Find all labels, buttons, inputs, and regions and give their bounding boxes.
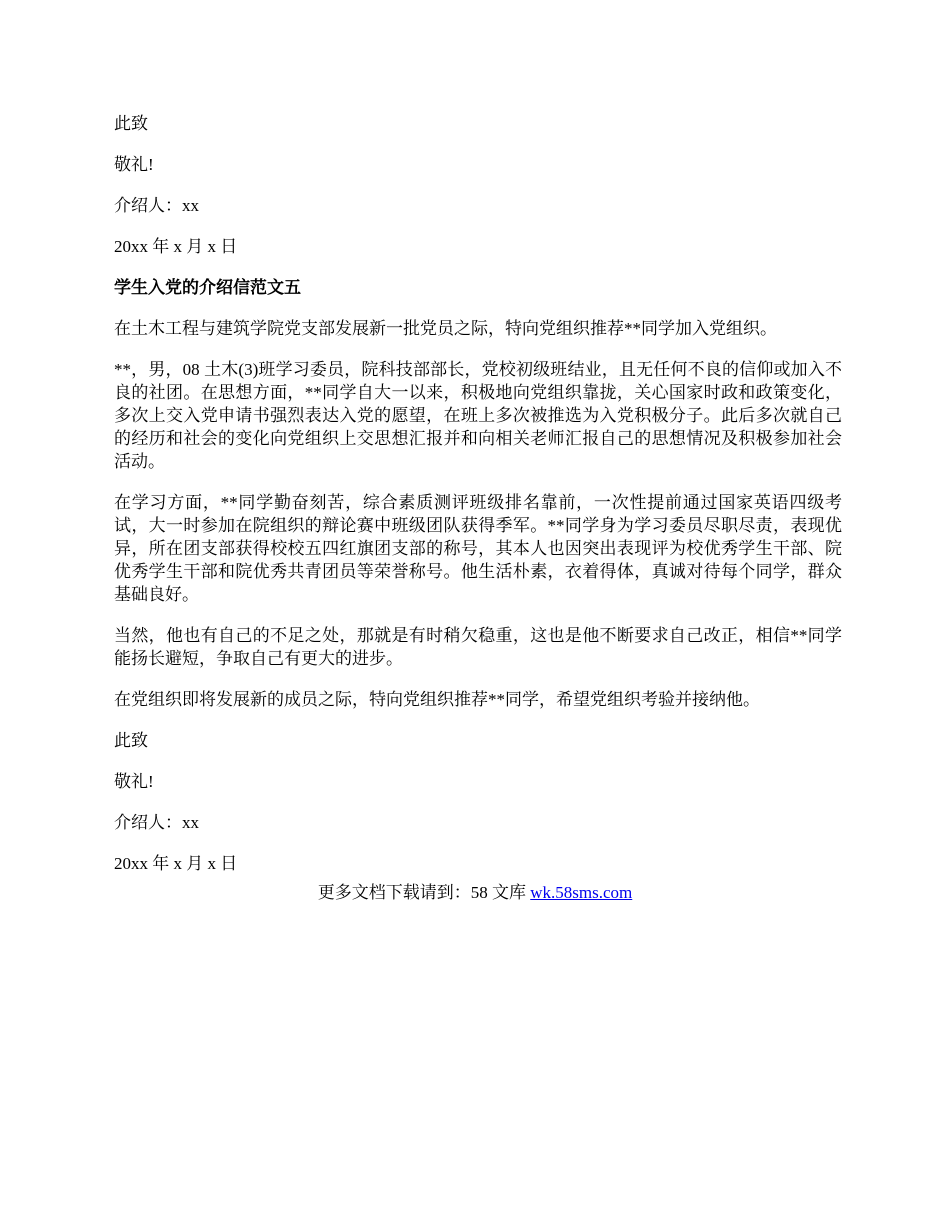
section-heading: 学生入党的介绍信范文五	[114, 278, 301, 297]
introducer-line: 介绍人：xx	[114, 196, 199, 215]
salutation-cizhi: 此致	[114, 114, 148, 133]
body-paragraph: **，男，08 土木(3)班学习委员，院科技部部长，党校初级班结业，且无任何不良的信仰或加入不良的社团。在思想方面，**同学自大一以来，积极地向党组织靠拢，关心国家时政和政策变化，多次上交入党申请书强烈表达入党的愿望，在班上多次被推选为入党积极分子。此后多次就自己的经历和社会的变化向党组织上交思想汇报并和向相关老师汇报自己的思想情况及积极参加社会活动。	[114, 360, 842, 471]
date-line: 20xx 年 x 月 x 日	[114, 237, 238, 256]
body-paragraph: 当然，他也有自己的不足之处，那就是有时稍欠稳重，这也是他不断要求自己改正，相信**同学能扬长避短，争取自己有更大的进步。	[114, 626, 842, 668]
footer	[0, 881, 950, 904]
closing-introducer: 介绍人：xx	[114, 813, 199, 832]
footer-text: 更多文档下载请到：58 文库	[317, 883, 531, 902]
body-paragraph: 在学习方面，**同学勤奋刻苦，综合素质测评班级排名靠前，一次性提前通过国家英语四级考试，大一时参加在院组织的辩论赛中班级团队获得季军。**同学身为学习委员尽职尽责，表现优异，所在团支部获得校校五四红旗团支部的称号，其本人也因突出表现评为校优秀学生干部、院优秀学生干部和院优秀共青团员等荣誉称号。他生活朴素，衣着得体，真诚对待每个同学，群众基础良好。	[114, 493, 842, 604]
footer-link[interactable]: wk.58sms.com	[530, 883, 633, 902]
body-paragraph: 在党组织即将发展新的成员之际，特向党组织推荐**同学，希望党组织考验并接纳他。	[114, 690, 760, 709]
body-paragraph: 在土木工程与建筑学院党支部发展新一批党员之际，特向党组织推荐**同学加入党组织。	[114, 319, 777, 338]
closing-cizhi: 此致	[114, 731, 148, 750]
closing-jingli: 敬礼!	[114, 772, 154, 791]
closing-date: 20xx 年 x 月 x 日	[114, 854, 238, 873]
salutation-jingli: 敬礼!	[114, 155, 154, 174]
document-page	[114, 112, 842, 893]
